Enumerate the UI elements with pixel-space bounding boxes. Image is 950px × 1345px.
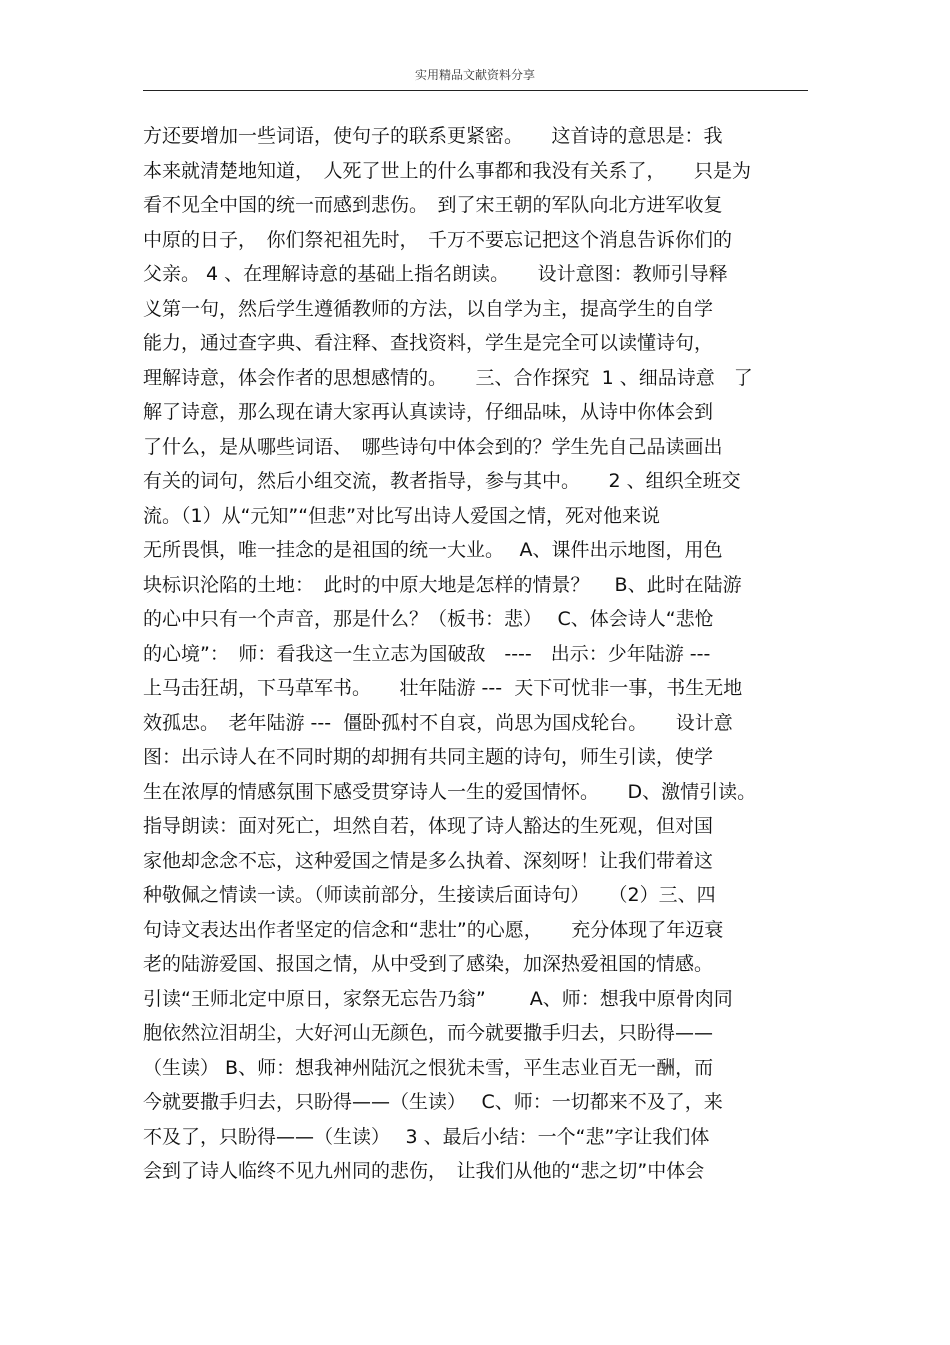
text-line: 能力，通过查字典、看注释、查找资料，学生是完全可以读懂诗句， — [143, 332, 714, 354]
text-line: 今就要撒手归去，只盼得——（生读） C、师：一切都来不及了，来 — [143, 1091, 723, 1113]
text-line: 效孤忠。 老年陆游 --- 僵卧孤村不自哀，尚思为国戍轮台。 设计意 — [143, 711, 733, 734]
text-line: 句诗文表达出作者坚定的信念和“悲壮”的心愿， 充分体现了年迈衰 — [143, 918, 724, 941]
text-line: 看不见全中国的统一而感到悲伤。 到了宋王朝的军队向北方进军收复 — [143, 194, 723, 216]
body-text — [143, 119, 813, 1189]
text-line: （生读） B、师：想我神州陆沉之恨犹未雪，平生志业百无一酬，而 — [143, 1056, 714, 1079]
text-line: 本来就清楚地知道， 人死了世上的什么事都和我没有关系了， 只是为 — [143, 159, 752, 182]
text-line: 指导朗读：面对死亡，坦然自若，体现了诗人豁达的生死观，但对国 — [143, 815, 714, 837]
text-line: 解了诗意，那么现在请大家再认真读诗，仔细品味，从诗中你体会到 — [143, 401, 714, 423]
text-line: 引读“王师北定中原日，家祭无忘告乃翁” A、师：想我中原骨肉同 — [143, 987, 733, 1010]
text-line: 有关的词句，然后小组交流，教者指导，参与其中。 2 、组织全班交 — [143, 470, 741, 492]
text-line: 不及了，只盼得——（生读） 3 、最后小结：一个“悲”字让我们体 — [143, 1125, 710, 1148]
text-line: 老的陆游爱国、报国之情，从中受到了感染，加深热爱祖国的情感。 — [143, 953, 714, 975]
text-line: 块标识沦陷的土地： 此时的中原大地是怎样的情景？ B、此时在陆游 — [143, 573, 742, 596]
text-line: 流。（1）从“元知”“但悲”对比写出诗人爱国之情，死对他来说 — [143, 504, 660, 527]
text-line: 的心境”： 师：看我这一生立志为国破敌 ---- 出示：少年陆游 --- — [143, 642, 711, 665]
text-line: 中原的日子， 你们祭祀祖先时， 千万不要忘记把这个消息告诉你们的 — [143, 228, 733, 251]
text-line: 上马击狂胡，下马草军书。 壮年陆游 --- 天下可忧非一事，书生无地 — [143, 677, 743, 699]
text-line: 胞依然泣泪胡尘，大好河山无颜色，而今就要撒手归去，只盼得—— — [143, 1022, 714, 1044]
text-line: 方还要增加一些词语，使句子的联系更紧密。 这首诗的意思是：我 — [143, 125, 723, 147]
text-line: 的心中只有一个声音，那是什么？（板书：悲） C、体会诗人“悲怆 — [143, 608, 714, 630]
text-line: 图：出示诗人在不同时期的却拥有共同主题的诗句，师生引读，使学 — [143, 746, 714, 768]
text-line: 生在浓厚的情感氛围下感受贯穿诗人一生的爱国情怀。 D、激情引读。 — [143, 780, 757, 803]
text-line: 种敬佩之情读一读。（师读前部分，生接读后面诗句） （2）三、四 — [143, 884, 716, 906]
text-line: 义第一句，然后学生遵循教师的方法，以自学为主，提高学生的自学 — [143, 297, 714, 320]
text-line: 理解诗意，体会作者的思想感情的。 三、合作探究 1 、细品诗意 了 — [143, 366, 753, 389]
text-line: 父亲。 4 、在理解诗意的基础上指名朗读。 设计意图：教师引导释 — [143, 263, 728, 285]
page-header: 实用精品文献资料分享 — [414, 68, 535, 82]
text-line: 会到了诗人临终不见九州同的悲伤， 让我们从他的“悲之切”中体会 — [143, 1160, 705, 1182]
text-line: 家他却念念不忘，这种爱国之情是多么执着、深刻呀！让我们带着这 — [143, 849, 714, 872]
text-line: 了什么，是从哪些词语、 哪些诗句中体会到的？学生先自己品读画出 — [143, 435, 723, 458]
text-line: 无所畏惧，唯一挂念的是祖国的统一大业。 A、课件出示地图，用色 — [143, 539, 723, 561]
header-divider — [143, 90, 808, 91]
